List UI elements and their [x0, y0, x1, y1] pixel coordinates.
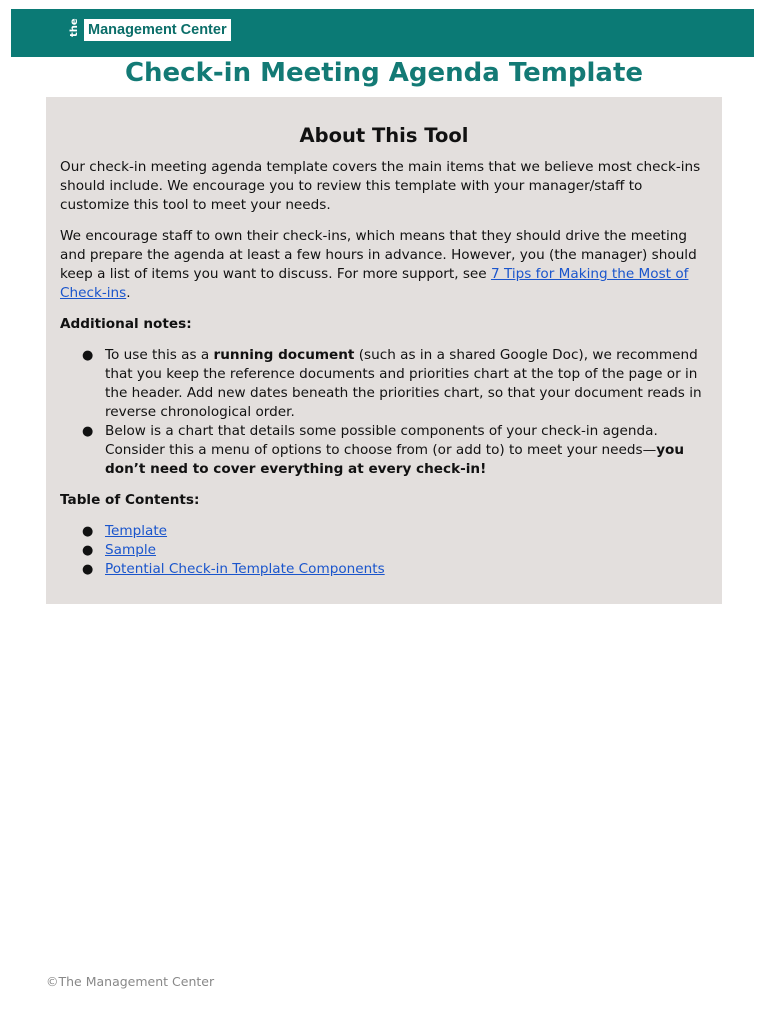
bullet-icon: ●: [82, 543, 94, 558]
logo-the: the: [69, 18, 80, 37]
note-text: Below is a chart that details some possible components of your check-in agenda. Consider this a menu of options to choose from (or add to) to meet your needs—: [105, 423, 658, 458]
bullet-icon: ●: [82, 424, 94, 439]
logo-name: Management Center: [84, 19, 231, 41]
bullet-icon: ●: [82, 562, 94, 577]
note-bold-text: you don’t need to cover everything at every check-in!: [105, 442, 685, 477]
about-paragraph-2-end: .: [126, 285, 131, 301]
note-text: (such as in a shared Google Doc), we recommend that you keep the reference documents and priorities chart at the top of the page or in the header. Add new dates beneath the priorities chart, so that your document reads in reverse chronological order.: [105, 347, 702, 420]
about-paragraph-1: Our check-in meeting agenda template covers the main items that we believe most check-ins should include. We encourage you to review this template with your manager/staff to customize this tool to meet your needs.: [60, 159, 701, 213]
about-paragraph-2-text: We encourage staff to own their check-ins, which means that they should drive the meeting and prepare the agenda at least a few hours in advance. However, you (the manager) should keep a list of items you want to discuss. For more support, see: [60, 228, 697, 282]
additional-notes-list: [60, 346, 708, 479]
bullet-icon: ●: [82, 348, 94, 363]
table-of-contents-heading: Table of Contents:: [60, 492, 200, 508]
footer-copyright: ©The Management Center: [46, 974, 215, 989]
bullet-icon: ●: [82, 524, 94, 539]
table-of-contents-list: [60, 522, 708, 579]
management-center-logo: [68, 14, 231, 46]
toc-item: [60, 541, 708, 560]
note-text: To use this as a: [105, 347, 214, 363]
toc-item: [60, 560, 708, 579]
document-title: Check-in Meeting Agenda Template: [124, 58, 644, 88]
about-tool-box: [46, 97, 722, 604]
list-item: [60, 422, 708, 479]
toc-link-sample[interactable]: Sample: [105, 542, 156, 558]
seven-tips-link[interactable]: 7 Tips for Making the Most of Check-ins: [60, 266, 689, 301]
toc-link-template[interactable]: Template: [105, 523, 168, 539]
about-paragraph-2: [60, 227, 708, 303]
list-item: [60, 346, 708, 422]
toc-item: [60, 522, 708, 541]
additional-notes-heading: Additional notes:: [60, 316, 192, 332]
toc-link-components[interactable]: Potential Check-in Template Components: [105, 561, 385, 577]
about-heading: About This Tool: [299, 124, 469, 147]
note-bold-text: running document: [213, 347, 355, 363]
